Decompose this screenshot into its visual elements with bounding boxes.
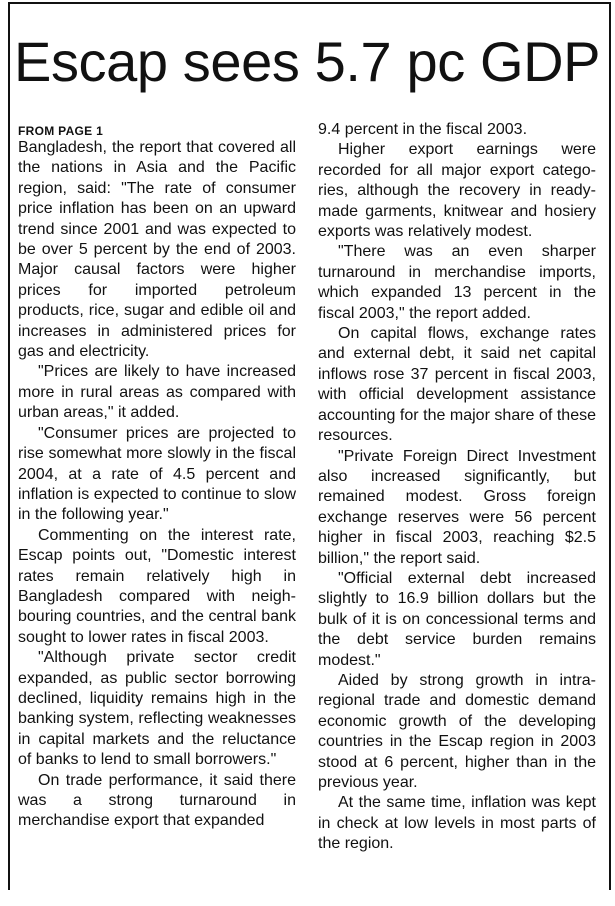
article-paragraph: Aided by strong growth in intra-regional trade and domestic demand economic growth of the developing countries in the Escap region in 2003 stood at 6 percent, higher than in the previous year. — [318, 671, 596, 791]
kicker-from-page: FROM PAGE 1 — [18, 124, 104, 138]
article-paragraph: 9.4 percent in the fiscal 2003. — [318, 121, 528, 138]
article-column-left — [18, 120, 296, 832]
article-paragraph: On trade performance, it said there was a strong turnaround in merchandise export that expanded — [18, 771, 296, 830]
article-paragraph: "There was an even sharper turnaround in merchandise imports, which expanded 13 percent in the fiscal 2003," the report added. — [318, 243, 596, 322]
article-paragraph: "Prices are likely to have increased more in rural areas as compared with urban areas," it added. — [18, 363, 296, 422]
article-paragraph: "Although private sector credit expanded, as public sector borrowing declined, liquidity remains high in the banking system, reflecting weaknesses in capital markets and the reluctance of banks to lend to small borrowers." — [18, 649, 296, 769]
article-paragraph: On capital flows, exchange rates and external debt, it said net capital inflows rose 37 percent in fiscal 2003, with official development assistance accounting for the major share of these resources. — [318, 325, 596, 445]
left-border-rule — [8, 2, 10, 890]
right-border-rule — [609, 2, 611, 890]
article-paragraph: "Official external debt increased slightly to 16.9 billion dollars but the bulk of it is on concessional terms and the debt service burden remains modest." — [318, 569, 596, 669]
article-paragraph: Bangladesh, the report that covered all the nations in Asia and the Pacific region, said: "The rate of consumer price inflation has been on an upward trend since 2001 and was expected to be over 5 percent by the end of 2003. Major causal factors were higher prices for imported petroleum products, rice, sugar and edible oil and increases in administered prices for gas and electricity. — [18, 139, 296, 361]
article-column-right — [318, 120, 596, 855]
article-paragraph: "Private Foreign Direct Investment also increased significantly, but remained modest. Gross foreign exchange reserves were 56 percent higher in fiscal 2003, reaching $2.5 billion," the report said. — [318, 447, 596, 567]
article-paragraph: Higher export earnings were recorded for all major export categories, although the recovery in ready-made garments, knitwear and hosiery exports was relatively modest. — [318, 141, 596, 241]
article-paragraph: Commenting on the interest rate, Escap points out, "Domestic interest rates remain relatively high in Bangladesh compared with neighbouring countries, and the central bank sought to lower rates in fiscal 2003. — [18, 526, 296, 646]
headline: Escap sees 5.7 pc GDP — [14, 30, 601, 93]
article-paragraph: "Consumer prices are projected to rise somewhat more slowly in the fiscal 2004, at a rate of 4.5 percent and inflation is expected to continue to slow in the following year." — [18, 424, 296, 524]
top-border-rule — [10, 2, 610, 4]
article-paragraph: At the same time, inflation was kept in check at low levels in most parts of the region. — [318, 794, 596, 853]
